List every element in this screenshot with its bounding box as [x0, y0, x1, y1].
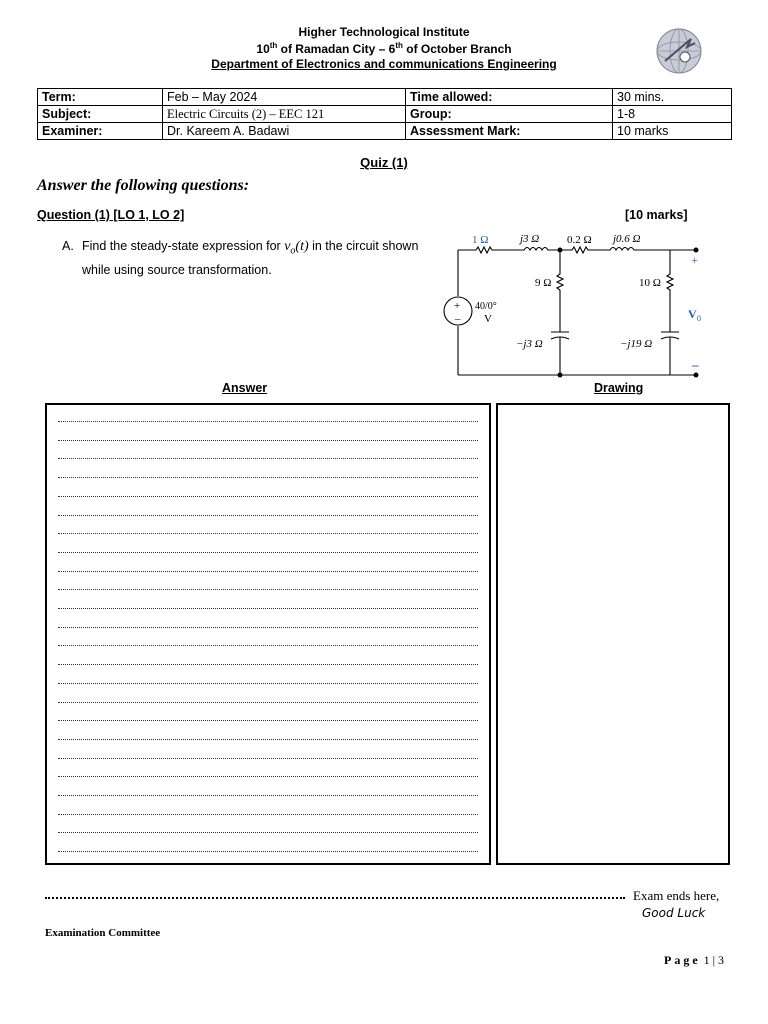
answer-line	[58, 702, 478, 703]
time-allowed-label: Time allowed:	[406, 89, 613, 106]
answer-line	[58, 440, 478, 441]
answer-line	[58, 720, 478, 721]
source-minus: –	[455, 313, 461, 325]
term-value: Feb – May 2024	[163, 89, 406, 106]
answer-line	[58, 645, 478, 646]
good-luck-text: Good Luck	[642, 906, 706, 920]
question-item	[62, 237, 447, 280]
footer-divider	[45, 897, 625, 899]
examiner-label: Examiner:	[38, 123, 163, 140]
table-row	[38, 89, 732, 106]
terminal-dot	[694, 373, 699, 378]
answer-line	[58, 496, 478, 497]
answer-line	[58, 664, 478, 665]
group-label: Group:	[406, 106, 613, 123]
answer-line	[58, 795, 478, 796]
source-value: 40/0°	[475, 301, 497, 312]
node-dot	[558, 248, 563, 253]
source-plus: +	[454, 300, 461, 312]
r2-label: 0.2 Ω	[567, 234, 592, 246]
answer-line	[58, 571, 478, 572]
vo-minus: –	[692, 357, 699, 372]
assessment-mark-label: Assessment Mark:	[406, 123, 613, 140]
exam-info-table	[37, 88, 732, 140]
drawing-label: Drawing	[594, 381, 644, 395]
drawing-box[interactable]	[496, 403, 730, 865]
group-value: 1-8	[613, 106, 732, 123]
examiner-value: Dr. Kareem A. Badawi	[163, 123, 406, 140]
quiz-title: Quiz (1)	[360, 155, 408, 170]
institute-logo-icon	[655, 27, 703, 75]
answer-line	[58, 421, 478, 422]
r1-label: 1 Ω	[472, 234, 489, 246]
source-unit: V	[484, 313, 492, 325]
c2-label: −j19 Ω	[620, 338, 653, 350]
answer-label: Answer	[222, 381, 268, 395]
branch-name: 10th of Ramadan City – 6th of October Branch	[256, 41, 512, 56]
answer-line	[58, 683, 478, 684]
answer-line	[58, 739, 478, 740]
vo-plus: +	[691, 253, 698, 267]
table-row	[38, 106, 732, 123]
answer-line	[58, 589, 478, 590]
answer-line	[58, 814, 478, 815]
answer-line	[58, 832, 478, 833]
question-text: Find the steady-state expression for $v_o(t)$ in the circuit shown while using source transformation.	[82, 239, 419, 277]
question-letter: A.	[62, 239, 74, 253]
answer-line	[58, 758, 478, 759]
answer-line	[58, 477, 478, 478]
circuit-diagram	[440, 228, 720, 383]
answer-line	[58, 533, 478, 534]
answer-line	[58, 627, 478, 628]
page-number: Page 1 | 3	[664, 953, 725, 967]
table-row	[38, 123, 732, 140]
term-label: Term:	[38, 89, 163, 106]
answer-line	[58, 776, 478, 777]
exam-ends-text: Exam ends here,	[633, 888, 720, 903]
c1-label: −j3 Ω	[516, 338, 543, 350]
terminal-dot	[694, 248, 699, 253]
answer-line	[58, 458, 478, 459]
answer-box[interactable]	[45, 403, 491, 865]
r3-label: 9 Ω	[535, 277, 552, 289]
subject-label: Subject:	[38, 106, 163, 123]
x1-label: j3 Ω	[520, 233, 540, 245]
assessment-mark-value: 10 marks	[613, 123, 732, 140]
institute-name: Higher Technological Institute	[298, 25, 470, 39]
answer-line	[58, 851, 478, 852]
examination-committee: Examination Committee	[45, 927, 161, 939]
answer-line	[58, 608, 478, 609]
question-marks: [10 marks]	[625, 208, 688, 222]
vo-label: V	[688, 307, 697, 321]
r4-label: 10 Ω	[639, 277, 661, 289]
instruction-text: Answer the following questions:	[37, 177, 250, 194]
node-dot	[558, 373, 563, 378]
subject-value: Electric Circuits (2) – EEC 121	[163, 106, 406, 123]
department-name: Department of Electronics and communications Engineering	[211, 57, 557, 71]
vo-subscript: 0	[697, 314, 701, 323]
x2-label: j0.6 Ω	[613, 233, 641, 245]
answer-line	[58, 515, 478, 516]
question-title: Question (1) [LO 1, LO 2]	[37, 208, 185, 222]
time-allowed-value: 30 mins.	[613, 89, 732, 106]
answer-line	[58, 552, 478, 553]
